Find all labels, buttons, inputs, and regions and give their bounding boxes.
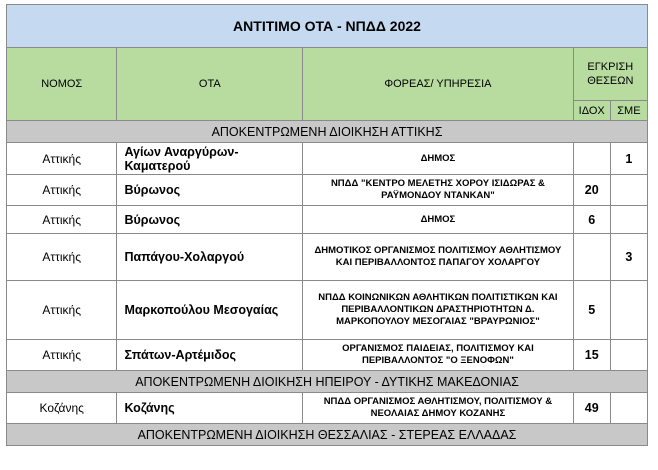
header-ota: ΟΤΑ: [117, 48, 303, 121]
cell-sme: [610, 206, 647, 234]
region-header: ΑΠΟΚΕΝΤΡΩΜΕΝΗ ΔΙΟΙΚΗΣΗ ΗΠΕΙΡΟΥ - ΔΥΤΙΚΗΣ ΜΑΚΕΔΟΝΙΑΣ: [7, 371, 648, 393]
cell-idox: 5: [573, 281, 610, 340]
cell-nomos: Κοζάνης: [7, 393, 117, 424]
cell-sme: [610, 281, 647, 340]
cell-sme: 3: [610, 234, 647, 281]
header-sme: ΣΜΕ: [610, 101, 647, 121]
cell-ota: Μαρκοπούλου Μεσογαίας: [117, 281, 303, 340]
region-header: ΑΠΟΚΕΝΤΡΩΜΕΝΗ ΔΙΟΙΚΗΣΗ ΘΕΣΣΑΛΙΑΣ - ΣΤΕΡΕΑΣ ΕΛΛΑΔΑΣ: [7, 424, 648, 446]
cell-idox: [573, 143, 610, 175]
cell-foreas: ΔΗΜΟΣ: [303, 143, 573, 175]
cell-foreas: ΝΠΔΔ ΟΡΓΑΝΙΣΜΟΣ ΑΘΛΗΤΙΣΜΟΥ, ΠΟΛΙΤΙΣΜΟΥ & ΝΕΟΛΑΙΑΣ ΔΗΜΟΥ ΚΟΖΑΝΗΣ: [303, 393, 573, 424]
cell-nomos: Αττικής: [7, 175, 117, 206]
table-row: [7, 175, 648, 206]
cell-idox: 15: [573, 340, 610, 371]
cell-idox: 6: [573, 206, 610, 234]
header-approval: ΕΓΚΡΙΣΗ ΘΕΣΕΩΝ: [573, 48, 647, 101]
cell-ota: Παπάγου-Χολαργού: [117, 234, 303, 281]
cell-foreas: ΟΡΓΑΝΙΣΜΟΣ ΠΑΙΔΕΙΑΣ, ΠΟΛΙΤΙΣΜΟΥ ΚΑΙ ΠΕΡΙΒΑΛΛΟΝΤΟΣ "Ο ΞΕΝΟΦΩΝ": [303, 340, 573, 371]
header-nomos: ΝΟΜΟΣ: [7, 48, 117, 121]
region-header: ΑΠΟΚΕΝΤΡΩΜΕΝΗ ΔΙΟΙΚΗΣΗ ΑΤΤΙΚΗΣ: [7, 121, 648, 143]
cell-idox: 49: [573, 393, 610, 424]
table-title: ΑΝΤΙΤΙΜΟ ΟΤΑ - ΝΠΔΔ 2022: [7, 5, 648, 48]
table-row: [7, 340, 648, 371]
header-idox: ΙΔΟΧ: [573, 101, 610, 121]
cell-nomos: Αττικής: [7, 206, 117, 234]
cell-idox: [573, 234, 610, 281]
cell-ota: Βύρωνος: [117, 175, 303, 206]
cell-sme: 1: [610, 143, 647, 175]
cell-nomos: Αττικής: [7, 281, 117, 340]
cell-ota: Κοζάνης: [117, 393, 303, 424]
cell-foreas: ΔΗΜΟΤΙΚΟΣ ΟΡΓΑΝΙΣΜΟΣ ΠΟΛΙΤΙΣΜΟΥ ΑΘΛΗΤΙΣΜΟΥ ΚΑΙ ΠΕΡΙΒΑΛΛΟΝΤΟΣ ΠΑΠΑΓΟΥ ΧΟΛΑΡΓΟΥ: [303, 234, 573, 281]
cell-nomos: Αττικής: [7, 340, 117, 371]
cell-sme: [610, 393, 647, 424]
cell-foreas: ΔΗΜΟΣ: [303, 206, 573, 234]
table-row: [7, 234, 648, 281]
cell-idox: 20: [573, 175, 610, 206]
table-sheet: [6, 4, 648, 446]
cell-ota: Αγίων Αναργύρων-Καματερού: [117, 143, 303, 175]
table-row: [7, 393, 648, 424]
table-row: [7, 206, 648, 234]
cell-nomos: Αττικής: [7, 143, 117, 175]
cell-sme: [610, 340, 647, 371]
header-foreas: ΦΟΡΕΑΣ/ ΥΠΗΡΕΣΙΑ: [303, 48, 573, 121]
cell-nomos: Αττικής: [7, 234, 117, 281]
table-row: [7, 143, 648, 175]
cell-sme: [610, 175, 647, 206]
cell-ota: Σπάτων-Αρτέμιδος: [117, 340, 303, 371]
cell-ota: Βύρωνος: [117, 206, 303, 234]
data-table: [6, 4, 648, 446]
cell-foreas: ΝΠΔΔ ΚΟΙΝΩΝΙΚΩΝ ΑΘΛΗΤΙΚΩΝ ΠΟΛΙΤΙΣΤΙΚΩΝ ΚΑΙ ΠΕΡΙΒΑΛΛΟΝΤΙΚΩΝ ΔΡΑΣΤΗΡΙΟΤΗΤΩΝ Δ. ΜΑΡΚΟΠΟΥΛΟΥ ΜΕΣΟΓΑΙΑΣ "ΒΡΑΥΡΩΝΙΟΣ": [303, 281, 573, 340]
table-row: [7, 281, 648, 340]
cell-foreas: ΝΠΔΔ "ΚΕΝΤΡΟ ΜΕΛΕΤΗΣ ΧΟΡΟΥ ΙΣΙΔΩΡΑΣ & ΡΑΫΜΟΝΔΟΥ ΝΤΑΝΚΑΝ": [303, 175, 573, 206]
